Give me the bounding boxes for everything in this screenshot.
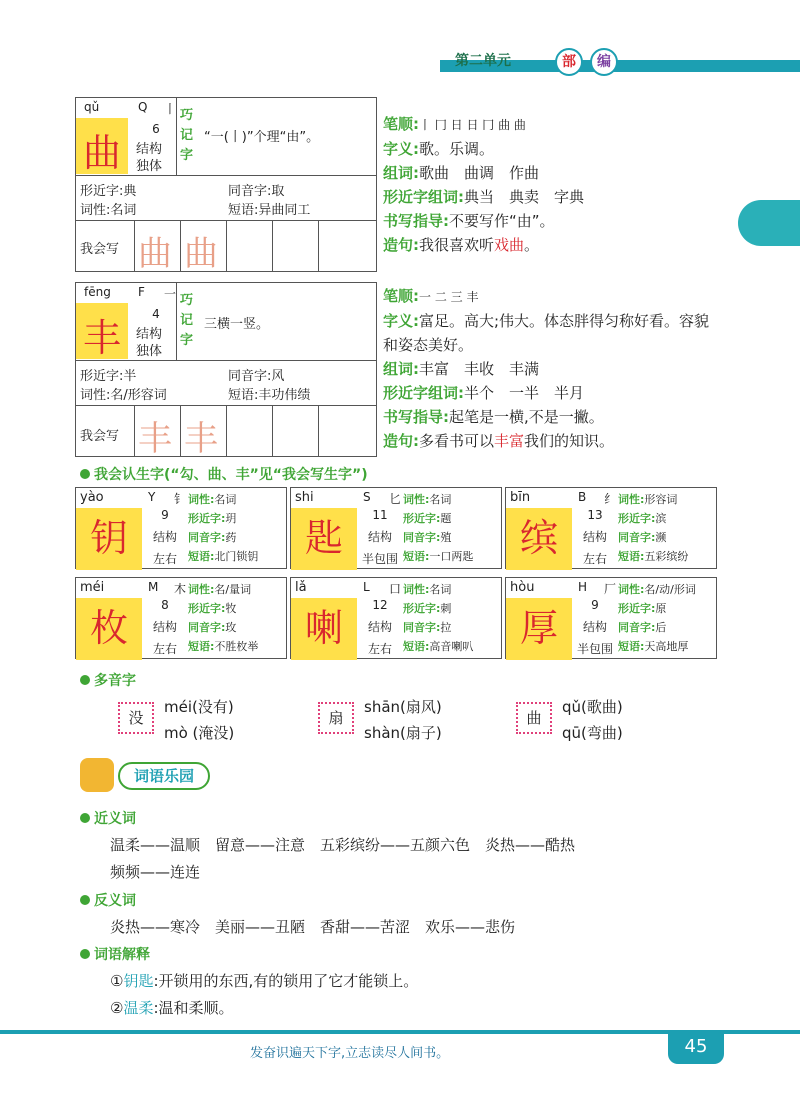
struct-value: 半包围	[361, 552, 398, 566]
pinyin: lǎ	[295, 580, 307, 595]
struct-label: 结构	[582, 620, 607, 634]
radical: 口	[389, 582, 402, 596]
stroke-count: 9	[161, 508, 169, 522]
radical: 木	[174, 582, 187, 596]
struct-label: 结构	[582, 530, 607, 544]
radical: 丨	[164, 102, 177, 116]
pinyin: hòu	[510, 580, 535, 595]
cap-letter: M	[148, 580, 159, 594]
pinyin: qǔ	[84, 100, 100, 114]
part-of-speech: 词性:名/形容词	[80, 388, 167, 403]
cap-letter: Y	[148, 490, 156, 504]
small-char-card	[505, 577, 717, 659]
small-char-card	[290, 487, 502, 569]
cap-letter: H	[578, 580, 588, 594]
struct-label: 结构	[152, 530, 177, 544]
main-char: 厚	[506, 598, 572, 660]
struct-value: 独体	[136, 159, 163, 174]
phrase: 短语:异曲同工	[228, 203, 311, 218]
main-char: 钥	[76, 508, 142, 570]
pinyin: méi	[80, 580, 105, 595]
trace-char: 丰	[138, 419, 172, 459]
small-char-card	[290, 577, 502, 659]
poly-readings: méi(没有) mò (淹没)	[164, 698, 235, 742]
section-recognize: 我会认生字(“勾、曲、丰”见“我会写生字”)	[80, 464, 368, 484]
synonym-line-1: 温柔——温顺 留意——注意 五彩缤纷——五颜六色 炎热——酷热	[110, 836, 576, 854]
section-antonym: 反义词	[80, 890, 136, 910]
main-char: 匙	[291, 508, 357, 570]
struct-label: 结构	[152, 620, 177, 634]
struct-value: 独体	[136, 344, 163, 359]
write-label: 我会写	[80, 242, 120, 257]
stroke-count: 9	[591, 598, 599, 612]
badge-bu: 部	[555, 48, 583, 76]
stroke-count: 13	[587, 508, 603, 522]
homophone: 同音字:风	[228, 369, 285, 384]
small-char-card	[75, 487, 287, 569]
char-info: 词性:名/量词 形近字:牧 同音字:玫 短语:不胜枚举	[188, 583, 259, 653]
radical: 纟	[604, 492, 617, 506]
struct-value: 左右	[367, 642, 392, 656]
cap-letter: B	[578, 490, 587, 504]
section-synonym: 近义词	[80, 808, 136, 828]
struct-label: 结构	[367, 530, 392, 544]
phrase: 短语:丰功伟绩	[228, 388, 311, 403]
page-number: 45	[668, 1030, 724, 1064]
write-label: 我会写	[80, 429, 120, 444]
main-char: 丰	[82, 316, 121, 360]
explain-2: ②温柔:温和柔顺。	[110, 999, 234, 1017]
section-explain: 词语解释	[80, 944, 150, 964]
poly-char: 没	[118, 702, 154, 734]
homophone: 同音字:取	[228, 184, 285, 199]
trace-char: 曲	[184, 234, 218, 274]
side-tab-icon	[738, 200, 800, 246]
radical: 匕	[389, 492, 402, 506]
main-char: 枚	[76, 598, 142, 660]
struct-value: 左右	[582, 552, 607, 566]
char-info: 词性:名词 形近字:玥 同音字:药 短语:北门锁钥	[188, 493, 259, 563]
cap-letter: L	[363, 580, 370, 594]
pinyin: fēng	[84, 285, 111, 299]
stroke-count: 12	[372, 598, 388, 612]
radical: 一	[164, 287, 177, 301]
cap-letter: Q	[138, 100, 148, 114]
tip-label: 巧记字	[180, 293, 194, 348]
struct-label: 结构	[136, 142, 163, 157]
cap-letter: S	[363, 490, 371, 504]
similar-char: 形近字:半	[80, 369, 137, 384]
trace-char: 曲	[138, 234, 172, 274]
main-char: 喇	[291, 598, 357, 660]
char-info: 词性:名/动/形词 形近字:原 同音字:后 短语:天高地厚	[618, 583, 696, 653]
char-info: 词性:形容词 形近字:滨 同音字:濒 短语:五彩缤纷	[618, 493, 689, 563]
similar-char: 形近字:典	[80, 184, 137, 199]
poly-char: 扇	[318, 702, 354, 734]
pinyin: shi	[295, 490, 314, 505]
ciyu-title: 词语乐园	[118, 762, 210, 790]
char-info: 词性:名词 形近字:题 同音字:殖 短语:一口两匙	[403, 493, 474, 563]
unit-title: 第二单元	[455, 53, 511, 69]
poly-char: 曲	[516, 702, 552, 734]
part-of-speech: 词性:名词	[80, 203, 137, 218]
radical: 厂	[604, 582, 617, 596]
mascot-icon	[80, 758, 114, 792]
small-char-card	[505, 487, 717, 569]
section-polyphone: 多音字	[80, 670, 136, 690]
char-info: 词性:名词 形近字:刺 同音字:拉 短语:高音喇叭	[403, 583, 474, 653]
struct-label: 结构	[367, 620, 392, 634]
antonym-line: 炎热——寒冷 美丽——丑陋 香甜——苦涩 欢乐——悲伤	[110, 918, 516, 936]
footer-motto: 发奋识遍天下字,立志读尽人间书。	[250, 1046, 450, 1061]
char-card-qu	[75, 97, 377, 272]
poly-readings: shān(扇风) shàn(扇子)	[364, 698, 442, 742]
trace-char: 丰	[184, 419, 218, 459]
card1-details: 笔顺:丨 冂 日 日 冂 曲 曲 字义:歌。乐调。 组词:歌曲 曲调 作曲 形近字组词:典当 典卖 字典 书写指导:不要写作“由”。 造句:我很喜欢听戏曲。	[383, 115, 585, 254]
card2-details: 笔顺:一 二 三 丰 字义:富足。高大;伟大。体态胖得匀称好看。容貌和姿态美好。 组词:丰富 丰收 丰满 形近字组词:半个 一半 半月 书写指导:起笔是一横,不是一撇。 造句:多看书可以丰富我们的知识。	[383, 287, 710, 450]
struct-label: 结构	[136, 327, 163, 342]
small-char-card	[75, 577, 287, 659]
cap-letter: F	[138, 285, 145, 299]
char-card-feng	[75, 282, 377, 457]
stroke-count: 8	[161, 598, 169, 612]
stroke-count: 11	[372, 508, 388, 522]
poly-readings: qǔ(歌曲) qū(弯曲)	[562, 698, 623, 742]
tip-label: 巧记字	[180, 108, 194, 163]
main-char: 缤	[506, 508, 572, 570]
tip-text: 三横一竖。	[204, 317, 270, 332]
radical: 钅	[174, 492, 187, 506]
explain-1: ①钥匙:开锁用的东西,有的锁用了它才能锁上。	[110, 972, 419, 990]
main-char: 曲	[82, 131, 121, 175]
synonym-line-2: 频频——连连	[110, 863, 201, 881]
stroke-count: 6	[152, 122, 160, 136]
pinyin: yào	[80, 490, 104, 505]
badge-bian: 编	[590, 48, 618, 76]
tip-text: “一(丨)”个理“由”。	[204, 130, 320, 145]
struct-value: 半包围	[576, 642, 613, 656]
struct-value: 左右	[152, 552, 177, 566]
pinyin: bīn	[510, 490, 531, 505]
stroke-count: 4	[152, 307, 160, 321]
struct-value: 左右	[152, 642, 177, 656]
